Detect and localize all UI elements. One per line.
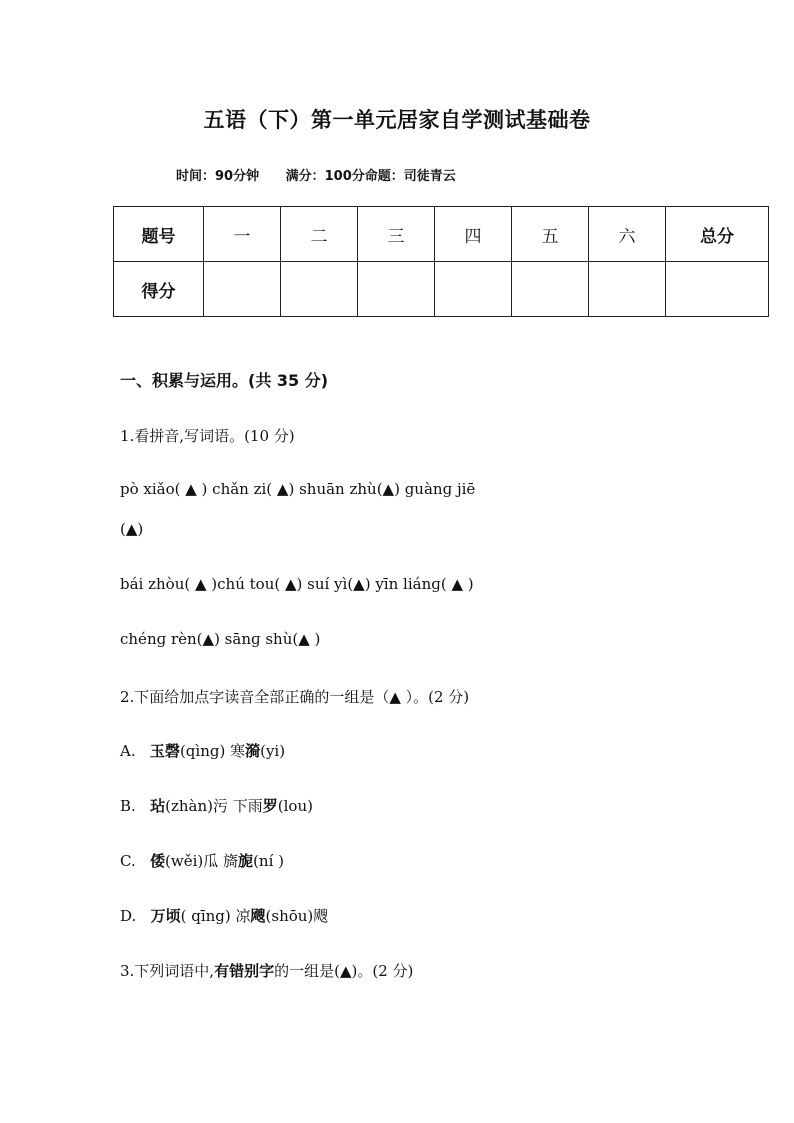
option-label: A. <box>120 742 136 760</box>
option-text: (ní ) <box>253 852 284 870</box>
option-word: 旎 <box>238 852 254 870</box>
score-table-header-row <box>114 207 769 262</box>
option-text: ( qīng) 凉 <box>180 907 251 925</box>
option-word: 飕 <box>250 907 266 925</box>
option-text: (wěi)瓜 旖 <box>165 852 239 870</box>
exam-meta <box>176 165 478 184</box>
q1-pinyin-line-2: bái zhòu( ▲ )chú tou( ▲) suí yì(▲) yīn liánɡ( ▲ ) <box>120 575 474 593</box>
score-header-cell: 总分 <box>666 207 769 262</box>
score-header-cell: 二 <box>281 207 358 262</box>
score-input-cell[interactable] <box>666 262 769 317</box>
option-word: 漪 <box>245 742 261 760</box>
exam-full-score: 满分：100分命题：司徒青云 <box>285 169 456 184</box>
score-header-cell: 五 <box>512 207 589 262</box>
option-text: (zhàn)污 下雨 <box>165 797 263 815</box>
q1-pinyin-line-1b: (▲) <box>120 520 144 538</box>
q1-pinyin-line-3: chénɡ rèn(▲) sānɡ shù(▲ ) <box>120 630 321 648</box>
q2-option-b <box>120 795 313 816</box>
score-input-cell[interactable] <box>358 262 435 317</box>
option-label: B. <box>120 797 136 815</box>
option-word: 倭 <box>150 852 166 870</box>
q3-stem-part: 的一组是(▲)。(2 分) <box>274 962 414 980</box>
option-label: C. <box>120 852 136 870</box>
score-input-cell[interactable] <box>435 262 512 317</box>
section-1-heading: 一、积累与运用。(共 35 分) <box>120 371 329 390</box>
score-input-cell[interactable] <box>589 262 666 317</box>
score-header-cell: 题号 <box>114 207 204 262</box>
option-word: 玷 <box>150 797 166 815</box>
q1-pinyin-line-1: pò xiǎo( ▲ ) chǎn zi( ▲) shuān zhù(▲) guànɡ jiē <box>120 480 476 498</box>
score-header-cell: 三 <box>358 207 435 262</box>
q3-stem-emphasis: 有错别字 <box>214 962 275 980</box>
option-label: D. <box>120 907 137 925</box>
q2-option-a <box>120 740 285 761</box>
score-input-cell[interactable] <box>204 262 281 317</box>
exam-time: 时间：90分钟 <box>176 169 260 184</box>
q3-stem-part: 3.下列词语中, <box>120 962 215 980</box>
option-word: 玉磬 <box>149 742 180 760</box>
q2-option-d <box>120 905 328 926</box>
score-header-cell: 一 <box>204 207 281 262</box>
q2-option-c <box>120 850 284 871</box>
score-header-cell: 六 <box>589 207 666 262</box>
score-table-score-row <box>114 262 769 317</box>
q3-stem <box>120 960 413 981</box>
score-table <box>113 206 769 317</box>
score-input-cell[interactable] <box>512 262 589 317</box>
option-text: (shōu)飕 <box>265 907 329 925</box>
option-text: (lou) <box>277 797 313 815</box>
option-text: (qìng) 寒 <box>179 742 246 760</box>
option-word: 罗 <box>262 797 278 815</box>
option-text: (yi) <box>260 742 286 760</box>
page-title: 五语（下）第一单元居家自学测试基础卷 <box>203 108 591 132</box>
q2-stem: 2.下面给加点字读音全部正确的一组是（▲ ）。(2 分) <box>120 688 470 706</box>
score-header-cell: 四 <box>435 207 512 262</box>
score-input-cell[interactable] <box>281 262 358 317</box>
q1-stem: 1.看拼音,写词语。(10 分) <box>120 427 295 445</box>
option-word: 万顷 <box>150 907 181 925</box>
score-row-label: 得分 <box>114 262 204 317</box>
